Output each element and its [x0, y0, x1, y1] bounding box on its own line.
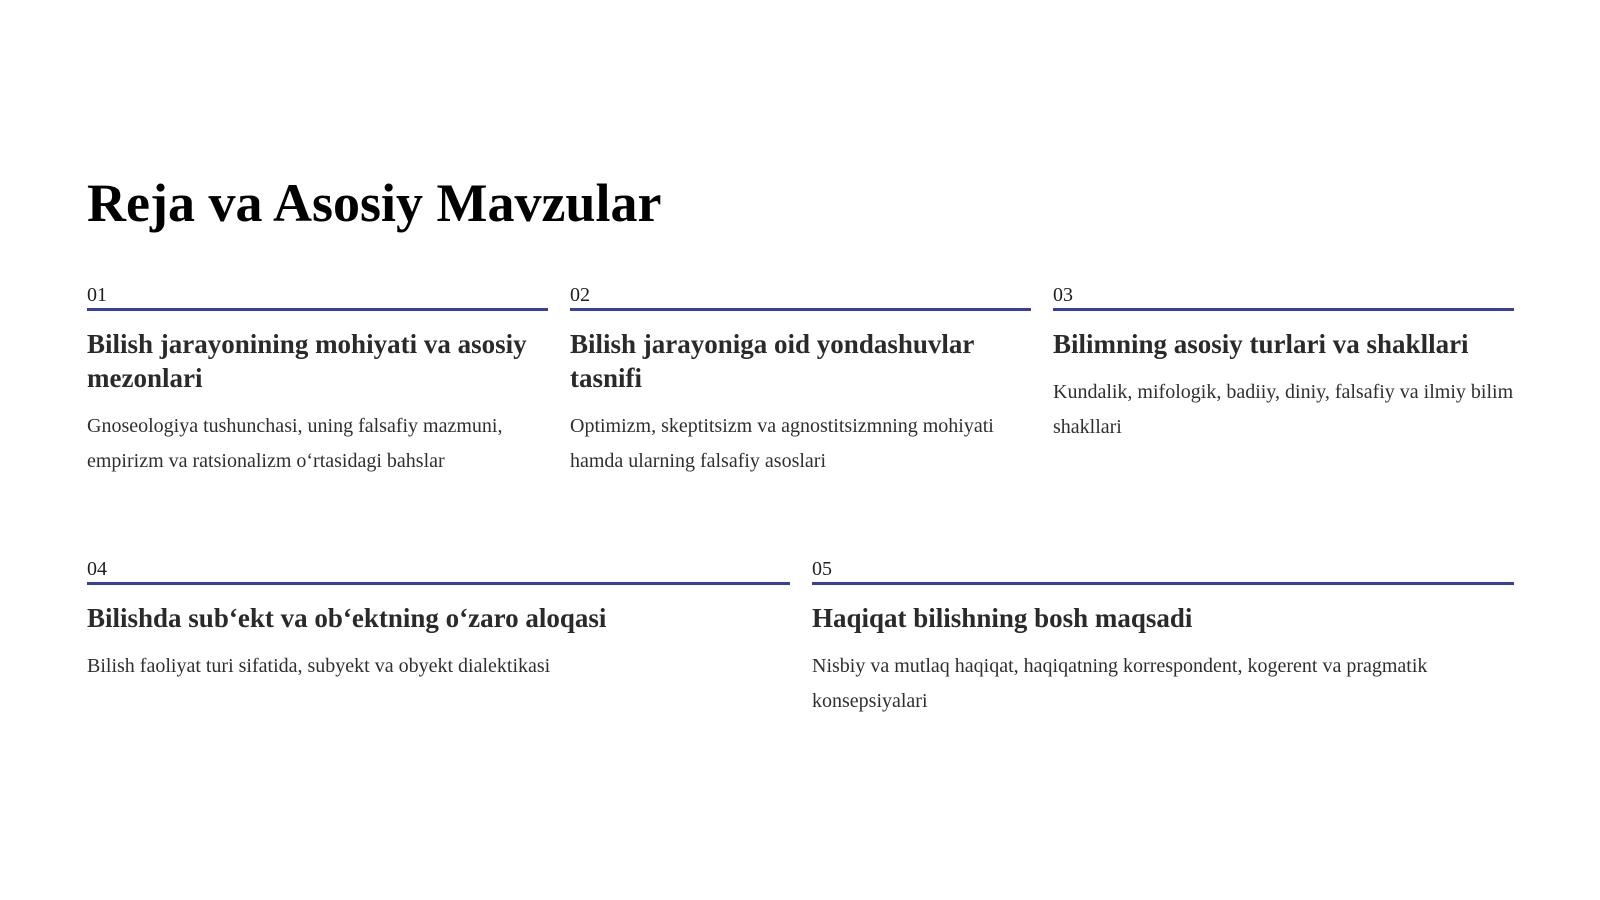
topic-number: 04 — [87, 558, 107, 580]
topic-number: 02 — [570, 284, 590, 306]
topic-number: 01 — [87, 284, 107, 306]
topic-divider — [1053, 308, 1514, 311]
topic-divider — [812, 582, 1514, 585]
topic-description: Nisbiy va mutlaq haqiqat, haqiqatning korrespondent, kogerent va pragmatik konsepsiyalari — [812, 655, 1428, 712]
topic-description: Gnoseologiya tushunchasi, uning falsafiy mazmuni, empirizm va ratsionalizm oʻrtasidagi bahslar — [87, 415, 503, 472]
topic-card-01 — [87, 283, 548, 479]
topic-divider — [87, 308, 548, 311]
topic-description: Kundalik, mifologik, badiiy, diniy, falsafiy va ilmiy bilim shakllari — [1053, 381, 1514, 438]
topic-heading: Bilish jarayonining mohiyati va asosiy mezonlari — [87, 329, 527, 393]
slide-title: Reja va Asosiy Mavzular — [87, 173, 662, 233]
topic-divider — [87, 582, 790, 585]
topic-card-04 — [87, 557, 790, 684]
topic-description: Optimizm, skeptitsizm va agnostitsizmning mohiyati hamda ularning falsafiy asoslari — [570, 415, 994, 472]
topic-number: 03 — [1053, 284, 1073, 306]
topic-heading: Bilishda subʻekt va obʻektning oʻzaro aloqasi — [87, 603, 607, 633]
topic-card-02 — [570, 283, 1031, 479]
topic-heading: Haqiqat bilishning bosh maqsadi — [812, 603, 1193, 633]
topic-card-03 — [1053, 283, 1514, 445]
topic-heading: Bilish jarayoniga oid yondashuvlar tasnifi — [570, 329, 974, 393]
topic-card-05 — [812, 557, 1514, 719]
topic-number: 05 — [812, 558, 832, 580]
topic-heading: Bilimning asosiy turlari va shakllari — [1053, 329, 1469, 359]
topic-description: Bilish faoliyat turi sifatida, subyekt va obyekt dialektikasi — [87, 655, 551, 677]
topic-divider — [570, 308, 1031, 311]
